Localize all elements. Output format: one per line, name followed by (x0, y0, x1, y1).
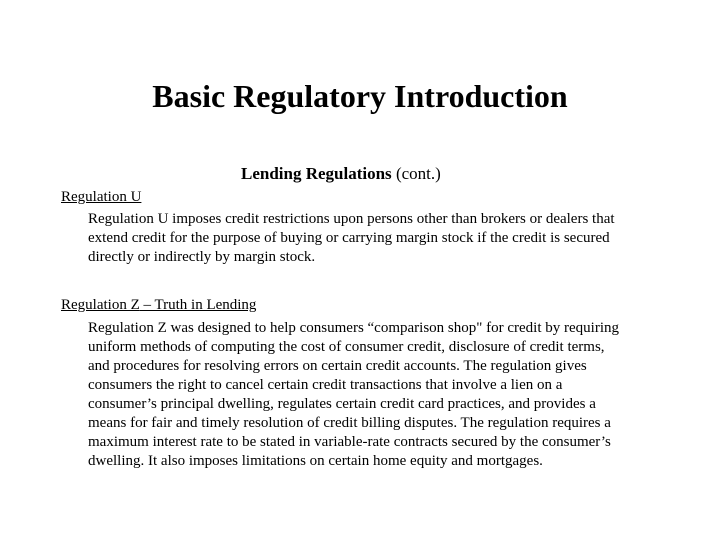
body-line: maximum interest rate to be stated in variable-rate contracts secured by the consumer’s (88, 434, 611, 450)
body-line: and procedures for resolving errors on certain credit accounts. The regulation gives (88, 358, 587, 374)
subtitle-cont-text: (cont.) (391, 164, 441, 183)
body-line: consumers the right to cancel certain credit transactions that involve a lien on a (88, 377, 563, 393)
body-line: dwelling. It also imposes limitations on certain home equity and mortgages. (88, 453, 543, 469)
body-line: directly or indirectly by margin stock. (88, 249, 316, 265)
body-line: uniform methods of computing the cost of consumer credit, disclosure of credit terms, (88, 339, 605, 355)
regulation-u-heading (61, 188, 141, 207)
body-line: Regulation U imposes credit restrictions upon persons other than brokers or dealers that (88, 211, 615, 227)
body-line: Regulation Z was designed to help consumers “comparison shop" for credit by requiring (88, 320, 619, 336)
regulation-z-heading-text: Regulation Z (61, 297, 140, 313)
regulation-z-heading-suffix: – Truth in Lending (139, 297, 257, 313)
body-line: extend credit for the purpose of buying or carrying margin stock if the credit is secured (88, 230, 610, 246)
section-subtitle (241, 164, 441, 184)
regulation-u-heading-text: Regulation U (61, 189, 142, 205)
regulation-z-heading (61, 296, 256, 315)
slide-title: Basic Regulatory Introduction (152, 78, 568, 114)
regulation-u-body (88, 210, 668, 267)
body-line: means for fair and timely resolution of credit billing disputes. The regulation requires a (88, 415, 611, 431)
regulation-z-body (88, 319, 668, 471)
subtitle-bold-text: Lending Regulations (241, 164, 392, 183)
body-line: consumer’s principal dwelling, regulates certain credit card practices, and provides a (88, 396, 596, 412)
